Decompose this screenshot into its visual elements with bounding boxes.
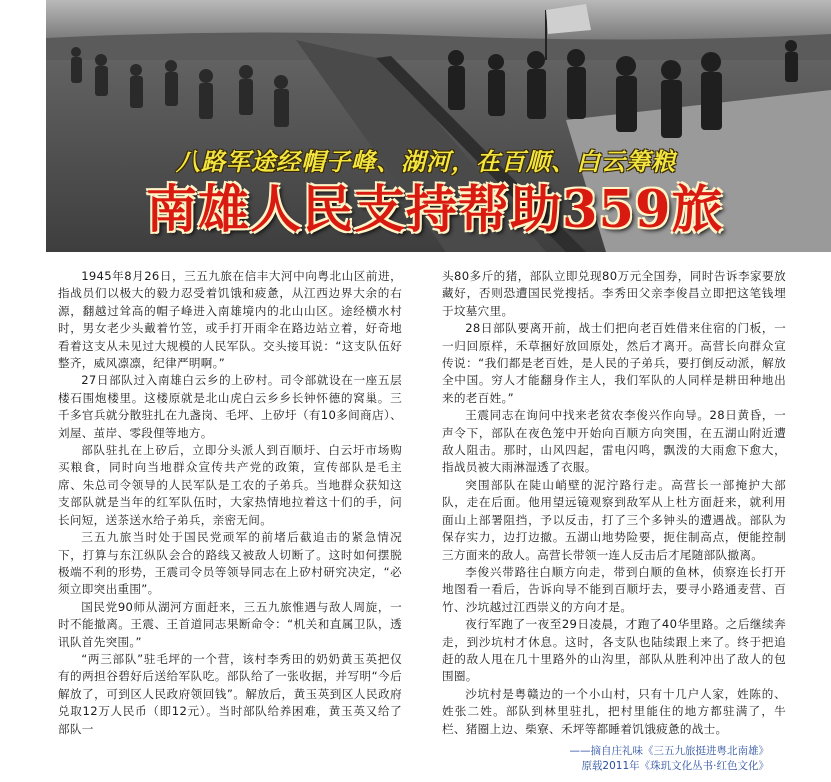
right-column xyxy=(442,268,786,738)
paragraph: 王震同志在询问中找来老贫农李俊兴作向导。28日黄昏，一声令下，部队在夜色笼中开始向百顺方向突围，在五湖山附近遭敌人阻击。那时，山风四起，雷电闪鸣，飘泼的大雨愈下愈大，指战员被大雨淋湿透了衣服。 xyxy=(442,408,786,475)
subtitle: 八路军途经帽子峰、湖河，在百顺、白云筹粮 xyxy=(176,147,676,176)
paragraph: “两三部队”驻毛坪的一个营，该村李秀田的奶奶黄玉英把仅有的两担谷碧好后送给军队吃。部队给了一张收据，并写明“今后解放了，可到区人民政府领回钱”。解放后，黄玉英到区人民政府兑取12万人民币（即12元）。当时部队给养困难，黄玉英又给了部队一 xyxy=(58,651,402,736)
credit-line: 原载2011年《珠玑文化丛书·红色文化》 xyxy=(581,760,769,772)
paragraph: 突围部队在陡山峭壁的泥泞路行走。高营长一部掩护大部队，走在后面。他用望远镜观察到敌军从上杜方面赶来，就利用面山上部署阻挡，予以反击，打了三个多钟头的遭遇战。部队为保存实力，边打边撤。五湖山地势险要，扼住制高点，便能控制三方面来的敌人。高营长带领一连人反击后才尾随部队撤离。 xyxy=(442,477,786,562)
headline: 南雄人民支持帮助359旅 xyxy=(146,180,724,240)
paragraph: 国民党90师从湖河方面赶来，三五九旅惟遇与敌人周旋，一时不能撤离。王震、王首道同志果断命令：“机关和直属卫队，透讯队首先突围。” xyxy=(58,599,402,649)
paragraph: 部队驻扎在上矽后，立即分头派人到百顺圩、白云圩市场购买粮食，同时向当地群众宣传共产党的政策，宣传部队是毛主席、朱总司令领导的人民军队是工农的子弟兵。当地群众获知这支部队就是当年的红军队伍时，大家热情地拉着这十们的手，问长问短，送茶送水给子弟兵，亲密无间。 xyxy=(58,443,402,527)
paragraph: 夜行军跑了一夜至29日凌晨，才跑了40华里路。之后继续奔走，到沙坑村才休息。这时，各支队也陆续跟上来了。终于把追赶的敌人甩在几十里路外的山沟里，部队从胜利冲出了敌人的包围圈。 xyxy=(442,617,786,684)
paragraph: 28日部队要离开前，战士们把向老百姓借来住宿的门板，一一归回原样，禾草捆好放回原处，然后才离开。高营长向群众宣传说：“我们都是老百姓，是人民的子弟兵，要打倒反动派，解放全中国。穷人才能翻身作主人，我们军队的人同样是耕田种地出来的老百姓。” xyxy=(442,321,786,405)
paragraph: 沙坑村是粤赣边的一个小山村，只有十几户人家，姓陈的、姓张二姓。部队到林里驻扎，把村里能住的地方都驻满了，牛栏、猪圈上边、柴寮、禾坪等都睡着饥饿疲惫的战士。 xyxy=(442,686,786,736)
header-photo xyxy=(46,0,831,252)
credit-line: ——摘自庄礼味《三五九旅挺进粤北南雄》 xyxy=(569,745,769,757)
source-credit xyxy=(570,744,770,774)
paragraph: 李俊兴带路往白顺方向走，带到白顺的鱼林，侦察连长打开地图看一看后，告诉向导不能到百顺圩去，要寻小路通麦营、百竹、沙坑越过江西崇义的方向才是。 xyxy=(442,564,786,614)
paragraph: 三五九旅当时处于国民党顽军的前堵后截追击的紧急情况下，打算与东江纵队会合的路线又被敌人切断了。这时如何摆脱极端不利的形势，王震司令员等领导同志在上矽村研究决定，“必须立即突出重围”。 xyxy=(58,530,402,597)
paragraph: 1945年8月26日，三五九旅在信丰大河中向粤北山区前进，指战员们以极大的毅力忍受着饥饿和疲惫，从江西边界大余的右源，翻越过耸高的帽子峰进入南雄境内的北山山区。途经横水村时，男女老少头戴着竹笠，或手打开雨伞在路边站立着，好奇地看着这支从未见过大规模的人民军队。交头接耳说：“这支队伍好整齐，威风凛凛，纪律严明啊。” xyxy=(58,269,402,371)
article-body xyxy=(58,268,786,738)
paragraph: 27日部队过入南雄白云乡的上矽村。司令部就设在一座五层楼石围炮楼里。这楼原就是北山虎白云乡乡长钟怀德的窝巢。三千多官兵就分散驻扎在九盏岗、毛坪、上矽圩（有10多间商店）、刘屋、茧岸、零段俚等地方。 xyxy=(58,373,402,440)
left-column xyxy=(58,268,402,738)
paragraph: 头80多斤的猪，部队立即兑现80万元全国券，同时告诉李家要放藏好，否则恐遭国民党搜括。李秀田父亲李俊昌立即把这笔钱埋于坟墓穴里。 xyxy=(442,269,786,318)
